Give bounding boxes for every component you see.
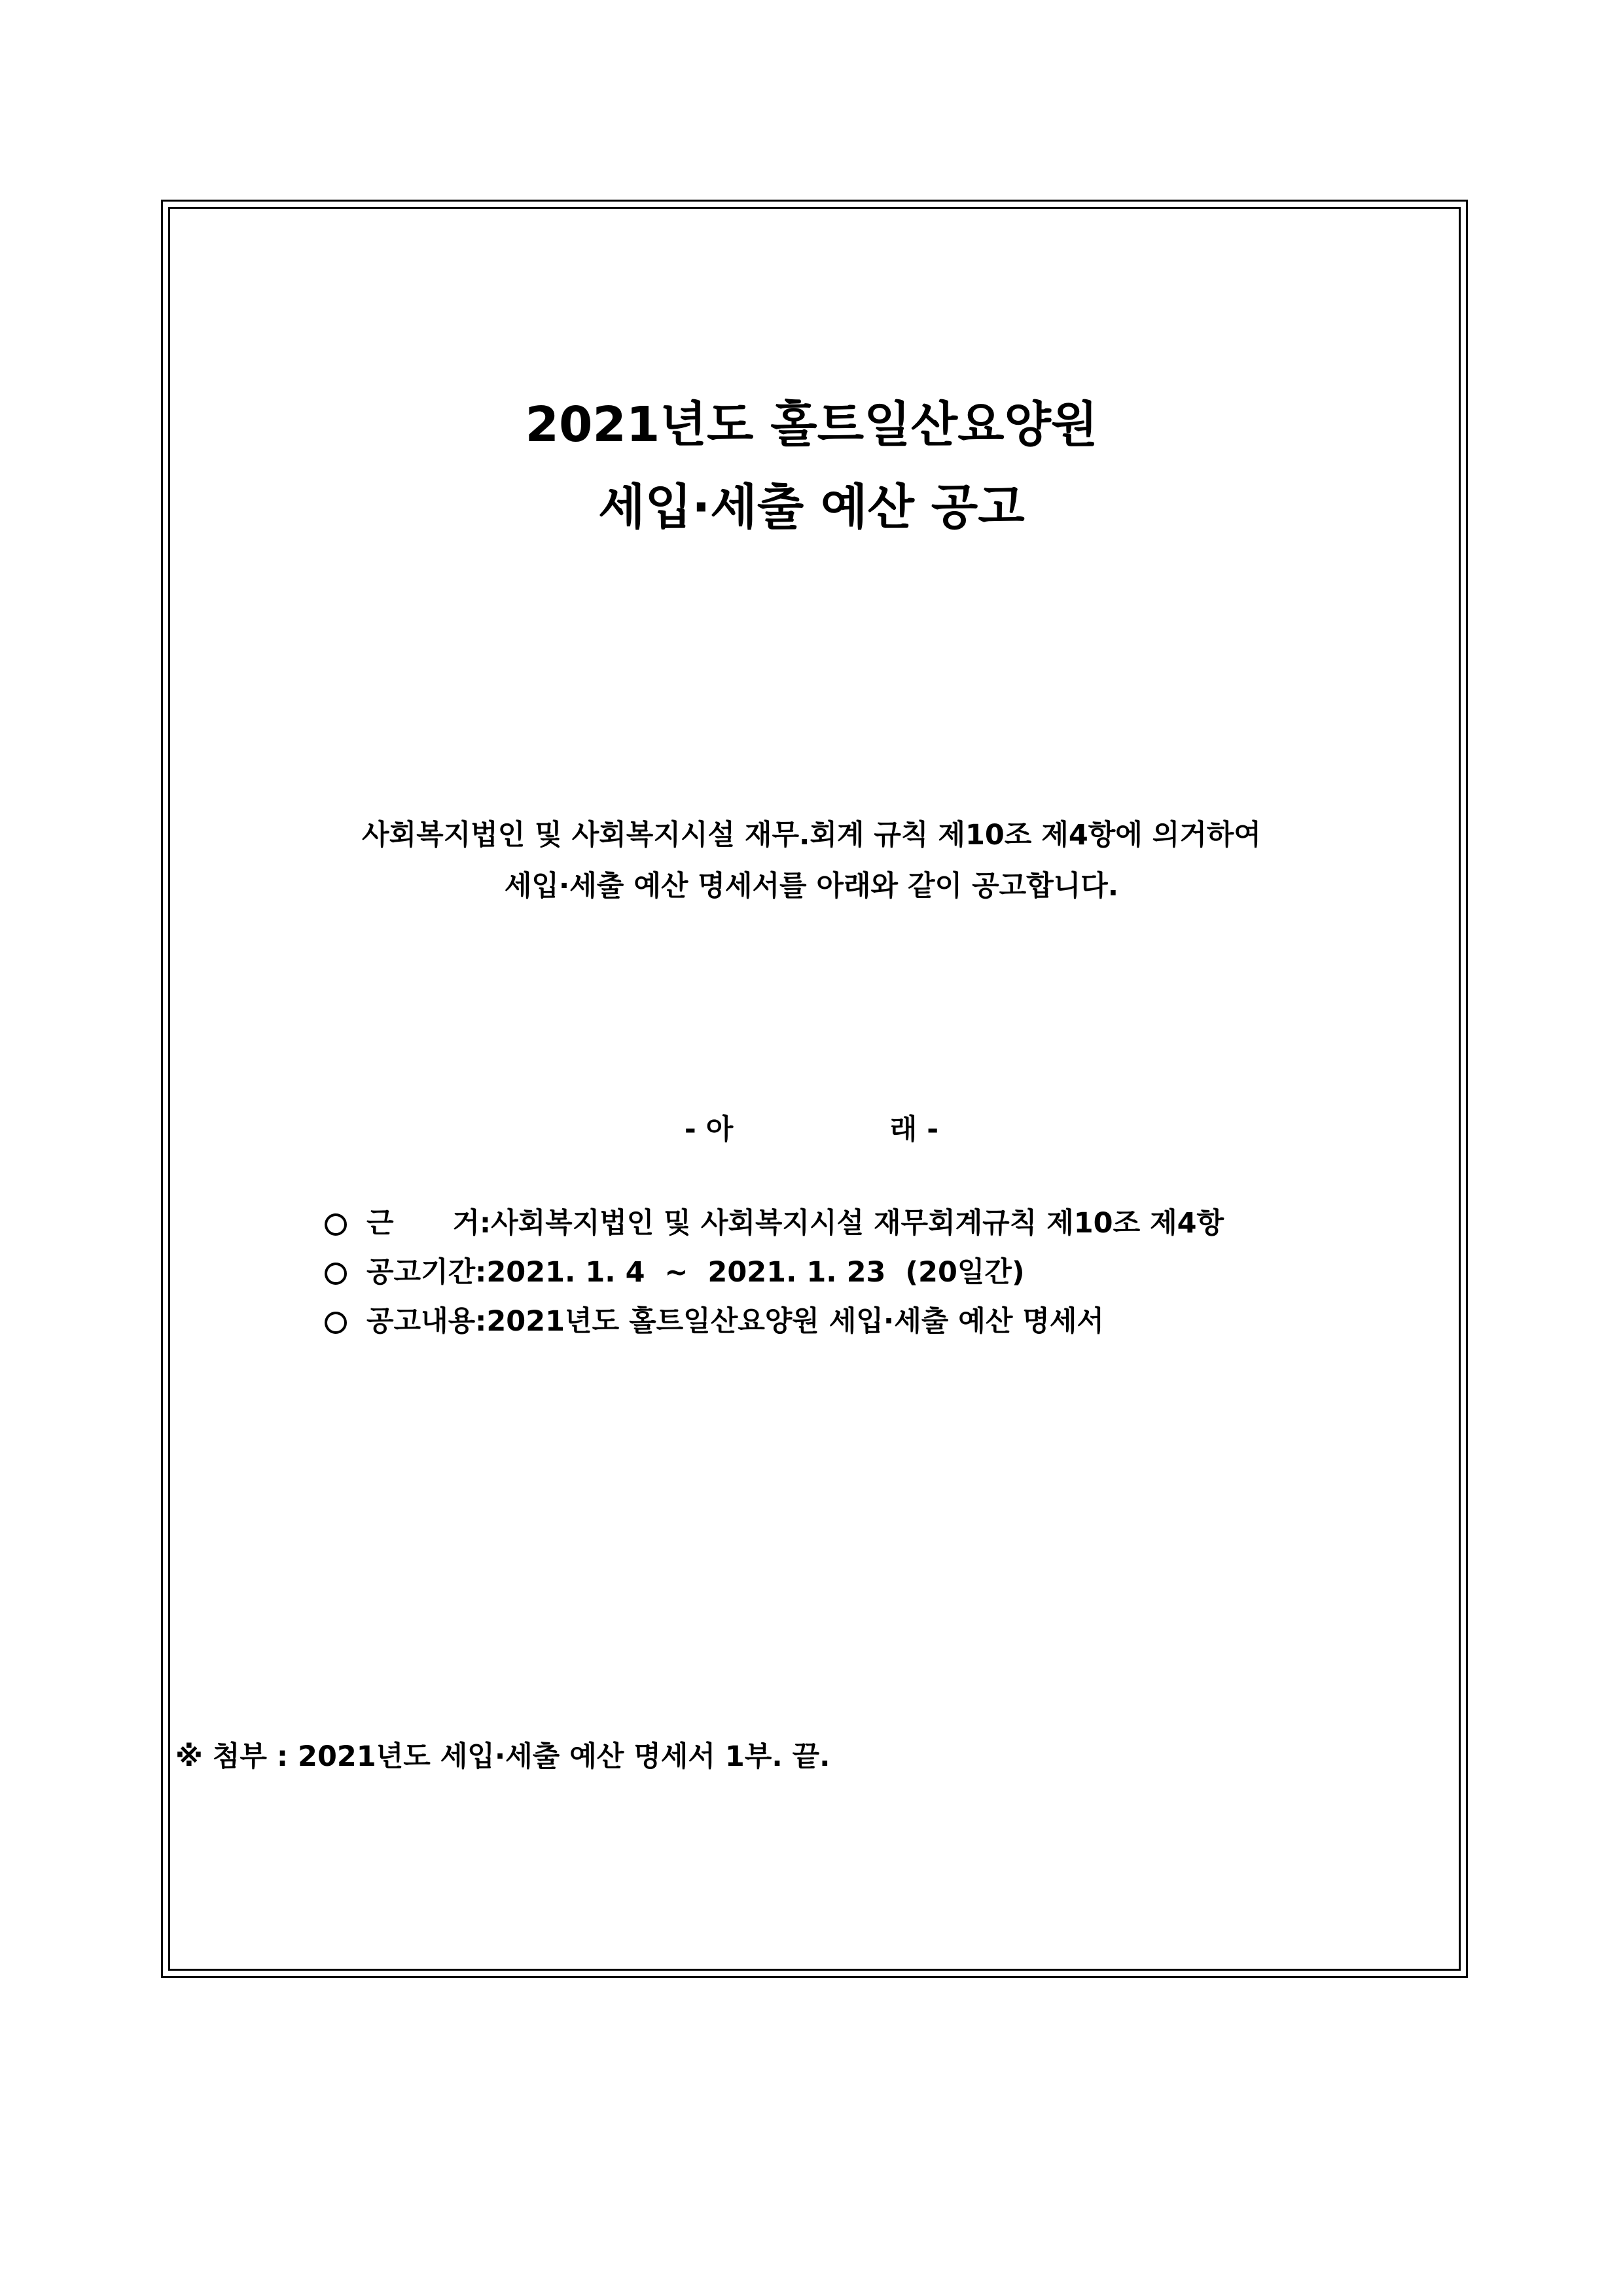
item-label: 공고내용 — [366, 1305, 476, 1338]
document-frame-inner-border — [168, 207, 1461, 1971]
item-label: 근 거 — [366, 1207, 480, 1240]
attachment-separator: : — [276, 1740, 289, 1773]
item-separator: : — [475, 1256, 487, 1289]
notice-item-period — [325, 1256, 1224, 1308]
notice-items-list — [325, 1207, 1224, 1357]
item-value: 2021. 1. 4 ~ 2021. 1. 23 (20일간) — [486, 1256, 1025, 1289]
notice-item-content — [325, 1305, 1224, 1357]
section-heading-are — [0, 1113, 1623, 1146]
item-value: 2021년도 홀트일산요양원 세입·세출 예산 명세서 — [486, 1305, 1104, 1338]
intro-text-line-2: 세입·세출 예산 명세서를 아래와 같이 공고합니다. — [504, 870, 1119, 903]
item-separator: : — [475, 1305, 487, 1338]
item-separator: : — [479, 1207, 491, 1240]
section-heading-right: 래 - — [889, 1113, 939, 1146]
attachment-value: 2021년도 세입·세출 예산 명세서 1부. 끝. — [298, 1740, 830, 1773]
document-title-line-1: 2021년도 홀트일산요양원 — [525, 397, 1098, 453]
notice-item-basis — [325, 1207, 1224, 1259]
item-value: 사회복지법인 및 사회복지시설 재무회계규칙 제10조 제4항 — [491, 1207, 1224, 1240]
intro-text-line-1: 사회복지법인 및 사회복지시설 재무.회계 규칙 제10조 제4항에 의거하여 — [362, 819, 1261, 852]
document-frame — [161, 200, 1468, 1978]
attachment-label: 첨부 — [212, 1740, 267, 1773]
reference-mark-icon: ※ — [175, 1740, 203, 1773]
circle-bullet-icon — [325, 1312, 347, 1334]
item-label: 공고기간 — [366, 1256, 476, 1289]
circle-bullet-icon — [325, 1213, 347, 1236]
document-title-line-2: 세입·세출 예산 공고 — [598, 479, 1025, 535]
attachment-note — [175, 1740, 830, 1773]
section-heading-left: - 아 — [684, 1113, 734, 1146]
circle-bullet-icon — [325, 1263, 347, 1285]
